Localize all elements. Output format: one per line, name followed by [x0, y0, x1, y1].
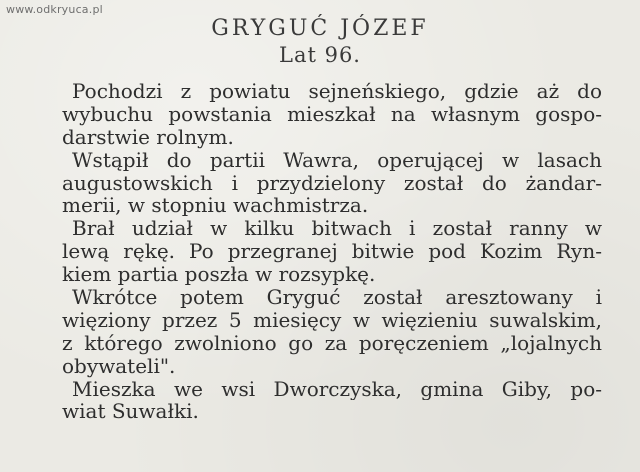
paragraph-4-line-4: obywateli". — [62, 354, 176, 378]
paragraph-4-line-3: z którego zwolniono go za poręczeniem „lojalnych — [62, 331, 602, 355]
paragraph-3-line-2: lewą rękę. Po przegranej bitwie pod Kozim Ryn- — [62, 240, 602, 264]
paragraph-1-line-1: Pochodzi z powiatu sejneńskiego, gdzie aż do — [72, 80, 602, 103]
paragraph-1-line-3: darstwie rolnym. — [62, 125, 234, 149]
paragraph-4-line-1: Wkrótce potem Gryguć został aresztowany i — [72, 286, 602, 309]
person-age-heading: Lat 96. — [279, 43, 361, 67]
paragraph-3-line-1: Brał udział w kilku bitwach i został ranny w — [72, 217, 602, 241]
paragraph-2-line-3: merii, w stopniu wachmistrza. — [62, 194, 369, 218]
biography-text — [62, 80, 602, 423]
paragraph-2-line-1: Wstąpił do partii Wawra, operującej w lasach — [72, 148, 602, 172]
watermark-url: www.odkryuca.pl — [6, 3, 103, 16]
paragraph-2-line-2: augustowskich i przydzielony został do żandar- — [62, 171, 602, 195]
paragraph-3-line-3: kiem partia poszła w rozsypkę. — [62, 263, 376, 287]
paragraph-5-line-2: wiat Suwałki. — [62, 400, 199, 424]
paragraph-5-line-1: Mieszka we wsi Dworczyska, gmina Giby, po- — [72, 377, 602, 401]
person-name-heading: GRYGUĆ JÓZEF — [211, 16, 429, 41]
paragraph-4-line-2: więziony przez 5 miesięcy w więzieniu suwalskim, — [62, 308, 602, 332]
paragraph-1-line-2: wybuchu powstania mieszkał na własnym gospo- — [62, 102, 602, 126]
